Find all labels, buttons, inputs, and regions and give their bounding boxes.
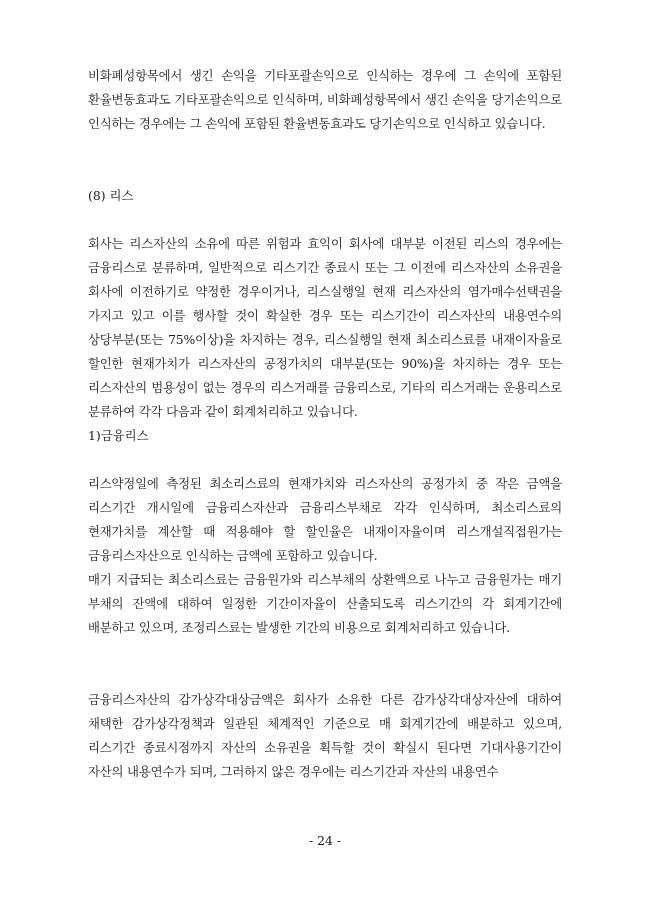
subsection-heading-finance-lease: 1)금융리스 — [88, 428, 149, 443]
paragraph-minimum-lease-payments: 매기 지급되는 최소리스료는 금융원가와 리스부채의 상환액으로 나누고 금융원가는 매기 부채의 잔액에 대하여 일정한 기간이자율이 산출되도록 리스기간의 각 회계기간에 배분하고 있으며, 조정리스료는 발생한 기간의 비용으로 회계처리하고 있습니다. — [88, 572, 562, 635]
paragraph-lease-classification: 회사는 리스자산의 소유에 따른 위험과 효익이 회사에 대부분 이전된 리스의 경우에는 금융리스로 분류하며, 일반적으로 리스기간 종료시 또는 그 이전에 리스자산의 소유권을 회사에 이전하기로 약정한 경우이거나, 리스실행일 현재 리스자산의 염가매수선택권을 가지고 있고 이를 행사할 것이 확실한 경우 또는 리스기간이 리스자산의 내용연수의 상당부분(또는 75%이상)을 차지하는 경우, 리스실행일 현재 최소리스료를 내재이자율로 할인한 현재가치가 리스자산의 공정가치의 대부분(또는 90%)을 차지하는 경우 또는 리스자산의 범용성이 없는 경우의 리스거래를 금융리스로, 기타의 리스거래는 운용리스로 분류하여 각각 다음과 같이 회계처리하고 있습니다. — [88, 236, 562, 419]
section-heading-lease: (8) 리스 — [88, 188, 134, 203]
paragraph-fx-gains-losses: 비화폐성항목에서 생긴 손익을 기타포괄손익으로 인식하는 경우에 그 손익에 포함된 환율변동효과도 기타포괄손익으로 인식하며, 비화폐성항목에서 생긴 손익을 당기손익으로 인식하는 경우에는 그 손익에 포함된 환율변동효과도 당기손익으로 인식하고 있습니다. — [88, 68, 562, 131]
page-number: - 24 - — [308, 833, 342, 848]
paragraph-finance-lease-depreciation: 금융리스자산의 감가상각대상금액은 회사가 소유한 다른 감가상각대상자산에 대하여 채택한 감가상각정책과 일관된 체계적인 기준으로 매 회계기간에 배분하고 있으며, 리스기간 종료시점까지 자산의 소유권을 획득할 것이 확실시 된다면 기대사용기간이 자산의 내용연수가 되며, 그러하지 않은 경우에는 리스기간과 자산의 내용연수 — [88, 692, 562, 779]
paragraph-finance-lease-recognition: 리스약정일에 측정된 최소리스료의 현재가치와 리스자산의 공정가치 중 작은 금액을 리스기간 개시일에 금융리스자산과 금융리스부채로 각각 인식하며, 최소리스료의 현재가치를 계산할 때 적용해야 할 할인율은 내재이자율이며 리스개설직접원가는 금융리스자산으로 인식하는 금액에 포함하고 있습니다. — [88, 476, 562, 563]
